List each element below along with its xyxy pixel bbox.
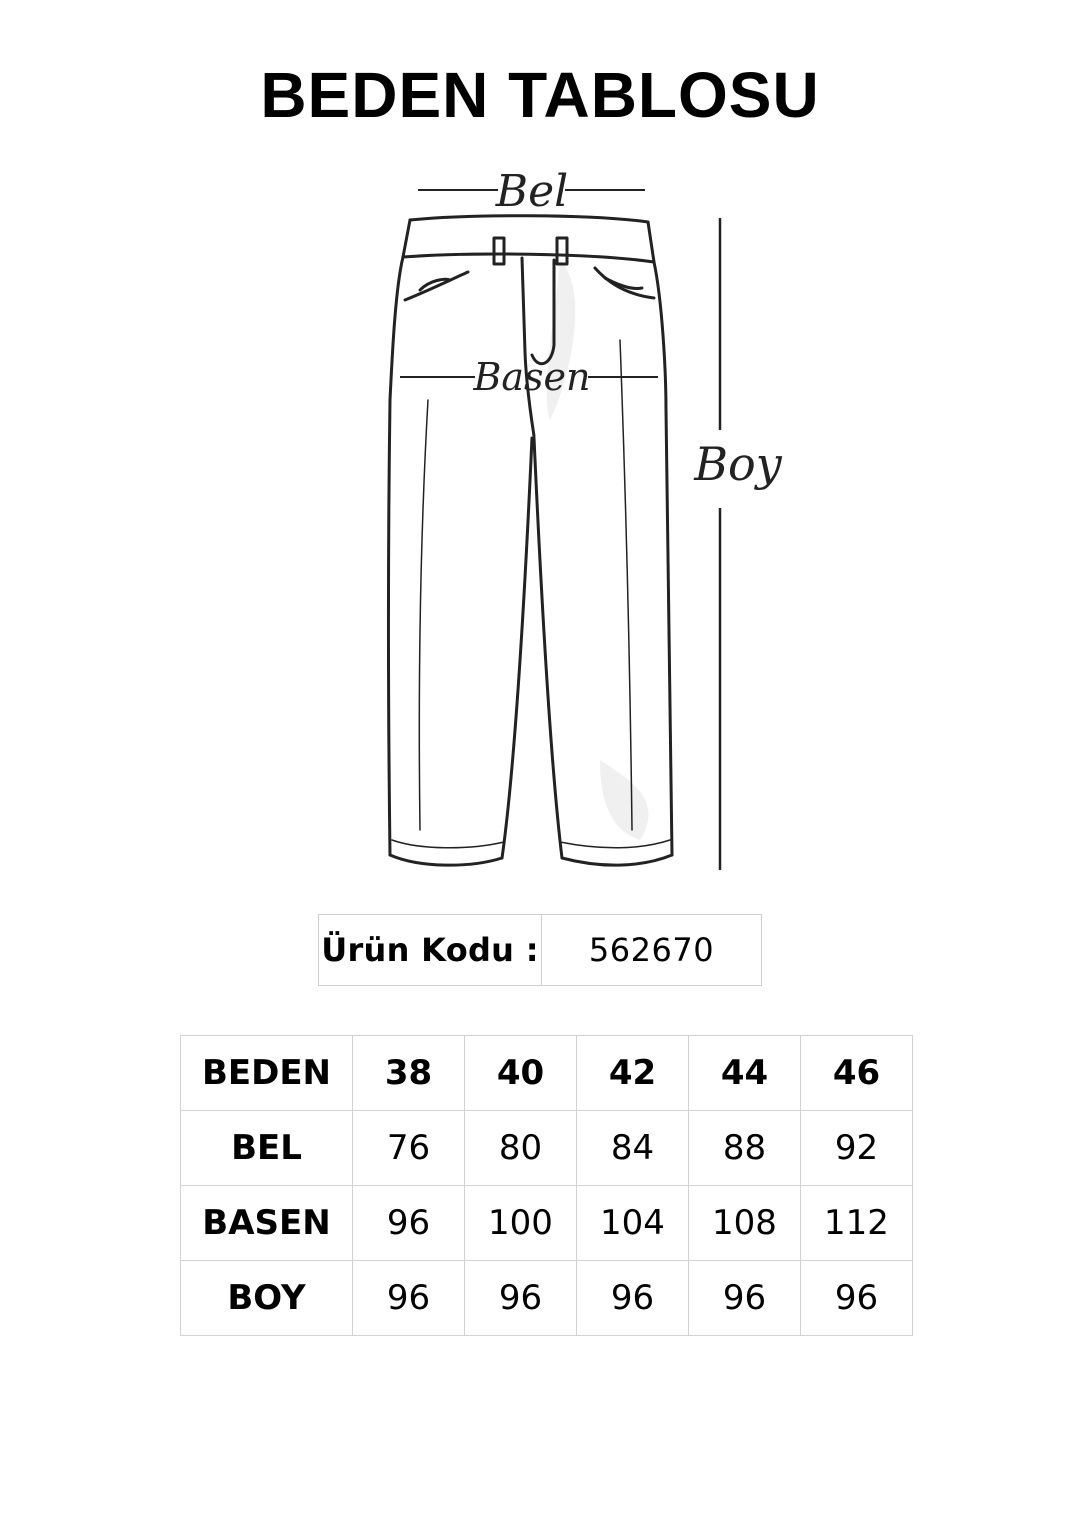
table-cell: 96 — [577, 1261, 689, 1336]
pants-icon — [389, 216, 673, 865]
product-code-box — [318, 914, 762, 986]
table-cell: 96 — [353, 1186, 465, 1261]
size-header: 38 — [353, 1036, 465, 1111]
table-cell: 88 — [689, 1111, 801, 1186]
table-cell: 96 — [689, 1261, 801, 1336]
table-header-row — [181, 1036, 913, 1111]
table-cell: 92 — [801, 1111, 913, 1186]
table-row — [181, 1186, 913, 1261]
length-label: Boy — [694, 437, 782, 491]
row-label: BASEN — [181, 1186, 353, 1261]
size-header: 42 — [577, 1036, 689, 1111]
size-header: 46 — [801, 1036, 913, 1111]
table-row — [181, 1111, 913, 1186]
size-header: 44 — [689, 1036, 801, 1111]
table-row — [181, 1261, 913, 1336]
table-cell: 76 — [353, 1111, 465, 1186]
hip-label: Basen — [473, 355, 591, 399]
page-title: BEDEN TABLOSU — [260, 59, 820, 131]
row-label: BOY — [181, 1261, 353, 1336]
table-cell: 112 — [801, 1186, 913, 1261]
size-header: 40 — [465, 1036, 577, 1111]
table-cell: 80 — [465, 1111, 577, 1186]
waist-label: Bel — [495, 166, 569, 217]
pants-measurement-diagram — [270, 140, 815, 900]
table-cell: 108 — [689, 1186, 801, 1261]
row-label: BEL — [181, 1111, 353, 1186]
table-cell: 96 — [465, 1261, 577, 1336]
product-code-value: 562670 — [588, 931, 715, 969]
table-cell: 96 — [353, 1261, 465, 1336]
product-code-label: Ürün Kodu : — [319, 915, 542, 985]
size-table — [180, 1035, 913, 1336]
header-label: BEDEN — [181, 1036, 353, 1111]
table-cell: 100 — [465, 1186, 577, 1261]
table-cell: 96 — [801, 1261, 913, 1336]
table-cell: 84 — [577, 1111, 689, 1186]
table-cell: 104 — [577, 1186, 689, 1261]
